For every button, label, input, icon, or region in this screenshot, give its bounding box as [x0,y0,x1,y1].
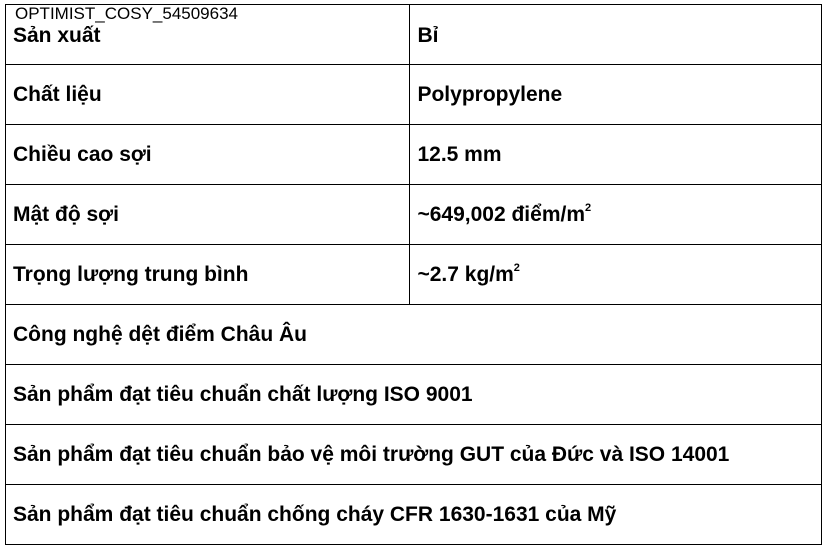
unit-superscript: 2 [513,261,520,274]
document-title: OPTIMIST_COSY_54509634 [15,4,239,23]
note-row [6,425,822,485]
product-spec-table [5,4,822,545]
note-row [6,305,822,365]
spec-row-pile-density [6,185,822,245]
spec-value-text: 12.5 mm [417,142,502,166]
note-text: Sản phẩm đạt tiêu chuẩn chất lượng ISO 9001 [6,365,822,425]
spec-label: Trọng lượng trung bình [6,245,410,305]
note-text: Công nghệ dệt điểm Châu Âu [6,305,822,365]
spec-label: Chất liệu [6,65,410,125]
spec-value-text: Polypropylene [417,82,563,106]
spec-row-material [6,65,822,125]
unit-superscript: 2 [585,201,592,214]
spec-value [410,245,822,305]
note-row [6,365,822,425]
spec-value [410,5,822,65]
spec-label: Sản xuất [6,5,410,65]
spec-value-text: Bỉ [417,24,439,47]
spec-value-text: ~2.7 kg/m [417,262,514,286]
note-row [6,485,822,545]
spec-row-pile-height [6,125,822,185]
spec-label: Chiều cao sợi [6,125,410,185]
spec-value-text: ~649,002 điểm/m [417,202,585,226]
spec-value [410,125,822,185]
spec-value [410,185,822,245]
spec-row-average-weight [6,245,822,305]
note-text: Sản phẩm đạt tiêu chuẩn chống cháy CFR 1630-1631 của Mỹ [6,485,822,545]
spec-label: Mật độ sợi [6,185,410,245]
note-text: Sản phẩm đạt tiêu chuẩn bảo vệ môi trường GUT của Đức và ISO 14001 [6,425,822,485]
spec-value [410,65,822,125]
